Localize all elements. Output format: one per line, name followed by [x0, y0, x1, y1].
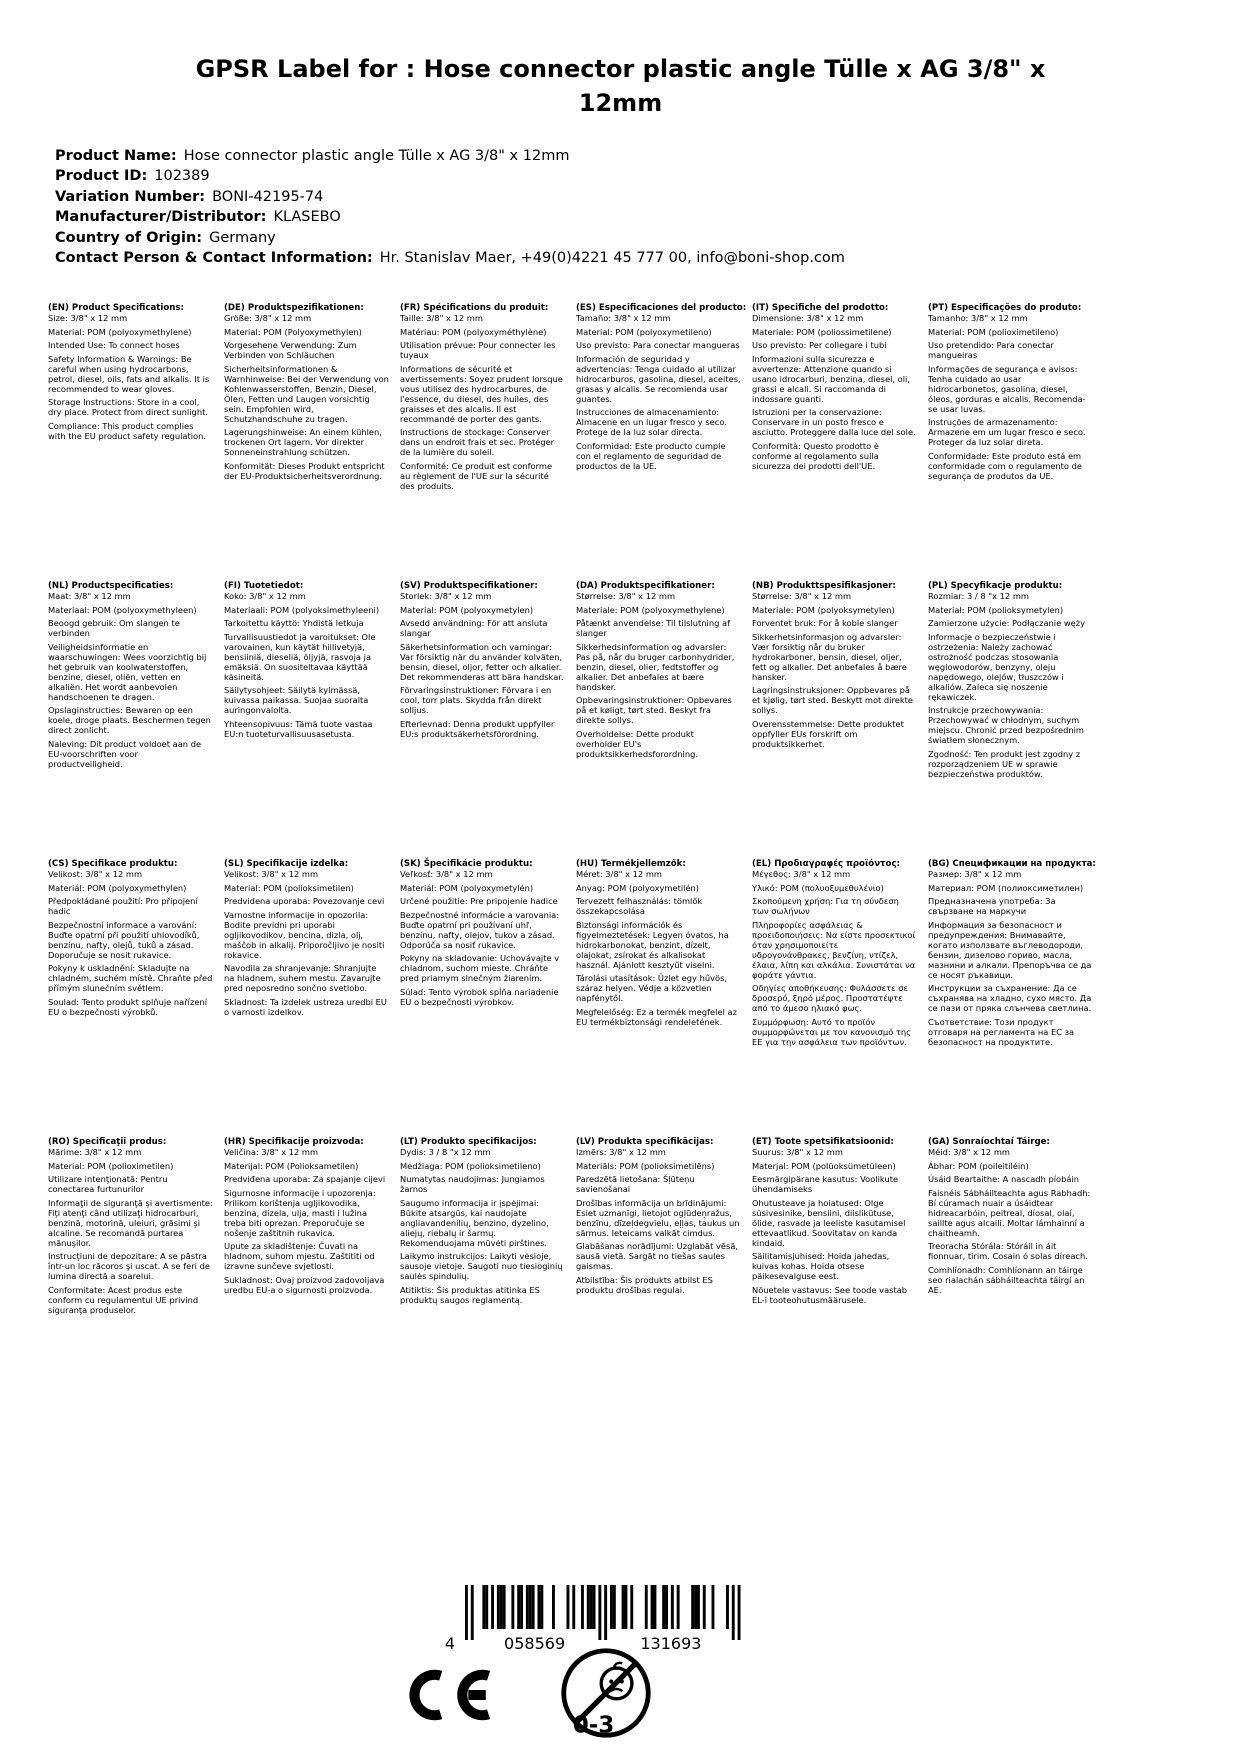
spec-paragraph: Tárolási utasítások: Üzlet egy hűvös, száraz helyen. Védje a közvetlen napfénytől. [576, 973, 728, 1003]
spec-block-body [752, 869, 917, 1047]
spec-block-pl [928, 581, 1093, 859]
spec-paragraph: Material: POM (polioximetilen) [48, 1160, 174, 1171]
spec-block-body [752, 1147, 917, 1305]
spec-paragraph: Instrucciones de almacenamiento: Almacene en un lugar fresco y seco. Protege de la luz solar directa. [576, 407, 727, 437]
spec-paragraph: Forventet bruk: For å koble slanger [752, 618, 898, 628]
barcode-digits: 131693 [640, 1634, 702, 1653]
spec-paragraph: Izmērs: 3/8" x 12 mm [576, 1147, 666, 1157]
spec-paragraph: Súlad: Tento výrobok spĺňa nariadenie EU o bezpečnosti výrobkov. [400, 986, 559, 1007]
spec-paragraph: Istruzioni per la conservazione: Conservare in un posto fresco e asciutto. Proteggere dalla luce del sole. [752, 407, 916, 437]
spec-paragraph: Material: POM (polioximetileno) [928, 326, 1059, 337]
spec-paragraph: Medžiaga: POM (polioksimetileno) [400, 1160, 541, 1171]
spec-paragraph: Инструкции за съхранение: Да се съхранява на хладно, сухо място. Да се пази от пряка слънчева светлина. [928, 983, 1092, 1013]
spec-block-heading: (PL) Specyfikacje produktu: [928, 581, 1063, 591]
spec-paragraph: Biztonsági információk és figyelmeztetések: Legyen óvatos, ha hidrokarbonokat, benzint, dízelt, olajokat, zsírokat és alkalisokat használ. Ajánlott kesztyűt viselni. [576, 919, 729, 970]
spec-block-body [576, 313, 741, 471]
product-field-value: 102389 [154, 168, 210, 185]
spec-paragraph: Storage Instructions: Store in a cool, dry place. Protect from direct sunlight. [48, 397, 208, 417]
spec-paragraph: Taille: 3/8" x 12 mm [400, 313, 483, 323]
spec-paragraph: Velikost: 3/8" x 12 mm [224, 869, 319, 879]
spec-paragraph: Suurus: 3/8" x 12 mm [752, 1147, 843, 1157]
spec-block-body [224, 869, 389, 1017]
product-field-row [55, 207, 845, 227]
spec-paragraph: Säkerhetsinformation och varningar: Var försiktig när du använder kolväten, bensin, diesel, oljor, fetter och alkalier. Det rekommenderas att bära handskar. [400, 641, 564, 682]
spec-grid [48, 303, 1096, 1318]
spec-paragraph: Veličina: 3/8" x 12 mm [224, 1147, 319, 1157]
spec-paragraph: Upute za skladištenje: Čuvati na hladnom, suhom mjestu. Zaštititi od izravne sunčeve svjetlosti. [224, 1241, 375, 1271]
spec-paragraph: Informations de sécurité et avertissements: Soyez prudent lorsque vous utilisez des hydrocarbures, de l'essence, du diesel, des huiles, des graisses et des alcalis. Il est recommandé de porter des gants. [400, 363, 563, 424]
spec-paragraph: Velikost: 3/8" x 12 mm [48, 869, 143, 879]
spec-block-heading: (LV) Produkta specifikācijas: [576, 1137, 714, 1147]
product-field-label: Country of Origin: [55, 229, 203, 246]
spec-paragraph: Conformité: Ce produit est conforme au règlement de l'UE sur la sécurité des produits. [400, 460, 553, 491]
spec-paragraph: Bezpečnostní informace a varování: Buďte opatrní při použití uhlovodíků, benzínu, nafty, olejů, tuků a zásad. Doporučuje se nosit rukavice. [48, 919, 200, 960]
spec-paragraph: Säilitamisjuhised: Hoida jahedas, kuivas kohas. Hoida otsese päikesevalguse eest. [752, 1251, 890, 1281]
spec-block-heading: (IT) Specifiche del prodotto: [752, 303, 889, 313]
spec-paragraph: Συμμόρφωση: Αυτό το προϊόν συμμορφώνεται με τον κανονισμό της ΕΕ για την ασφάλεια των προϊόντων. [752, 1016, 912, 1047]
spec-paragraph: Tarkoitettu käyttö: Yhdistä letkuja [224, 618, 364, 628]
spec-block-en [48, 303, 213, 581]
spec-block-body [400, 1147, 565, 1305]
spec-paragraph: Uso previsto: Per collegare i tubi [752, 340, 887, 350]
spec-paragraph: Μέγεθος: 3/8" x 12 mm [752, 869, 851, 879]
spec-paragraph: Maat: 3/8" x 12 mm [48, 591, 131, 601]
spec-paragraph: Sikkerhetsinformasjon og advarsler: Vær forsiktig når du bruker hydrokarboner, bensin, diesel, oljer, fett og alkalier. Det anbefales å bære hansker. [752, 631, 907, 682]
spec-paragraph: Sicherheitsinformationen & Warnhinweise: Bei der Verwendung von Kohlenwasserstoffen, Benzin, Diesel, Ölen, Fetten und Laugen vorsichtig sein. Empfohlen wird, Schutzhandschuhe zu tragen. [224, 363, 389, 424]
spec-paragraph: Faisnéis Sábháilteachta agus Rabhadh: Bí cúramach nuair a úsáidtear hidreacarbóin, peitreal, díosal, olaí, saillte agus alcaili. Moltar lámhainní a chaitheamh. [928, 1187, 1091, 1238]
spec-paragraph: Méret: 3/8" x 12 mm [576, 869, 662, 879]
spec-paragraph: Size: 3/8" x 12 mm [48, 313, 128, 323]
spec-paragraph: Påtænkt anvendelse: Til tilslutning af slanger [576, 618, 731, 638]
product-field-label: Product ID: [55, 168, 148, 185]
spec-paragraph: Uso pretendido: Para conectar mangueiras [928, 340, 1054, 360]
spec-block-body [576, 1147, 741, 1295]
spec-paragraph: Tervezett felhasználás: tömlők összekapcsolása [576, 896, 703, 916]
spec-paragraph: Lagringsinstruksjoner: Oppbevares på et kjølig, tørt sted. Beskytt mot direkte sollys. [752, 685, 913, 715]
spec-paragraph: Intended Use: To connect hoses [48, 340, 180, 350]
spec-paragraph: Οδηγίες αποθήκευσης: Φυλάσσετε σε δροσερό, ξηρό μέρος. Προστατέψτε από το άμεσο ηλιακό φως. [752, 983, 909, 1013]
spec-paragraph: Sukladnost: Ovaj proizvod zadovoljava uredbu EU-a o sigurnosti proizvoda. [224, 1274, 385, 1295]
page-title: GPSR Label for : Hose connector plastic angle Tülle x AG 3/8" x 12mm [195, 55, 1046, 118]
spec-paragraph: Konformität: Dieses Produkt entspricht der EU-Produktsicherheitsverordnung. [224, 460, 385, 481]
spec-block-heading: (FR) Spécifications du produit: [400, 303, 549, 313]
spec-block-lt [400, 1137, 565, 1318]
spec-paragraph: Avsedd användning: För att ansluta slangar [400, 618, 548, 638]
spec-block-heading: (FI) Tuotetiedot: [224, 581, 304, 591]
spec-paragraph: Instructions de stockage: Conserver dans un endroit frais et sec. Protéger de la lumière du soleil. [400, 427, 555, 457]
spec-paragraph: Nõuetele vastavus: See toode vastab EL-i tooteohutusmäärusele. [752, 1284, 908, 1305]
spec-block-heading: (HU) Termékjellemzők: [576, 859, 686, 869]
spec-paragraph: Eesmärgipärane kasutus: Voolikute ühendamiseks [752, 1174, 899, 1194]
spec-paragraph: Comhlíonadh: Comhlíonann an táirge seo rialachán sábháilteachta táirgí an AE. [928, 1264, 1085, 1295]
barcode-digits: 058569 [504, 1634, 566, 1653]
spec-paragraph: Materiale: POM (poliossimetilene) [752, 326, 892, 337]
spec-paragraph: Materjal: POM (polüoksümetüleen) [752, 1160, 896, 1171]
product-field-label: Manufacturer/Distributor: [55, 209, 267, 226]
spec-block-fr [400, 303, 565, 581]
spec-block-es [576, 303, 747, 581]
spec-paragraph: Glabāšanas norādījumi: Uzglabāt vēsā, sausā vietā. Sargāt no tiešas saules gaismas. [576, 1241, 739, 1271]
spec-paragraph: Conformitate: Acest produs este conform cu regulamentul UE privind siguranţa produselor. [48, 1284, 199, 1315]
spec-block-body [752, 591, 917, 749]
spec-block-heading: (RO) Specificaţii produs: [48, 1137, 167, 1147]
spec-paragraph: Conformidad: Este producto cumple con el reglamento de seguridad de productos de la UE. [576, 440, 726, 471]
spec-paragraph: Instrukcje przechowywania: Przechowywać w chłodnym, suchym miejscu. Chronić przed bezpośrednim światłem słonecznym. [928, 705, 1085, 745]
spec-block-heading: (CS) Specifikace produktu: [48, 859, 178, 869]
spec-block-heading: (SK) Špecifikácie produktu: [400, 859, 533, 869]
spec-paragraph: Materiał: POM (polioksymetylen) [928, 604, 1064, 615]
spec-paragraph: Predvidena uporaba: Povezovanje cevi [224, 896, 385, 906]
spec-block-body [928, 869, 1093, 1047]
spec-paragraph: Υλικό: POM (πολυοξυμεθυλένιο) [752, 882, 884, 893]
spec-paragraph: Materijal: POM (Polioksametilen) [224, 1160, 359, 1171]
product-field-row [55, 146, 845, 166]
svg-text:0-3: 0-3 [572, 1712, 615, 1739]
spec-paragraph: Πληροφορίες ασφάλειας & προειδοποιήσεις: Να είστε προσεκτικοί όταν χρησιμοποιείτε υδρογονάνθρακες, βενζίνη, ντίζελ, έλαια, λίπη και αλκάλια. Συνιστάται να φοράτε γάντια. [752, 919, 916, 980]
spec-block-sv [400, 581, 565, 859]
spec-block-body [400, 313, 565, 491]
ce-mark-icon [403, 1662, 495, 1732]
spec-paragraph: Conformidade: Este produto está em conformidade com o regulamento de segurança de produtos da UE. [928, 450, 1083, 481]
spec-paragraph: Zgodność: Ten produkt jest zgodny z rozporządzeniem UE w sprawie bezpieczeństwa produktów. [928, 748, 1081, 779]
spec-block-body [48, 869, 213, 1017]
spec-block-body [224, 1147, 389, 1295]
spec-paragraph: Informazioni sulla sicurezza e avvertenze: Attenzione quando si usano idrocarburi, benzina, diesel, oli, grassi e alcali. Si raccomanda di indossare guanti. [752, 353, 911, 404]
spec-paragraph: Lagerungshinweise: An einem kühlen, trockenen Ort lagern. Vor direkter Sonneneinstrahlung schützen. [224, 427, 382, 457]
product-field-value: Germany [209, 229, 276, 246]
spec-block-heading: (ES) Especificaciones del producto: [576, 303, 747, 313]
spec-paragraph: Materiāls: POM (polioksimetilēns) [576, 1160, 715, 1171]
product-info [55, 146, 845, 268]
spec-paragraph: Material: POM (polioksimetilen) [224, 882, 354, 893]
spec-paragraph: Dydis: 3 / 8 "x 12 mm [400, 1147, 491, 1157]
spec-paragraph: Naleving: Dit product voldoet aan de EU-voorschriften voor productveiligheid. [48, 738, 202, 769]
spec-paragraph: Material: POM (polyoxymetileno) [576, 326, 712, 337]
spec-paragraph: Matériau: POM (polyoxyméthylène) [400, 326, 547, 337]
spec-block-body [224, 591, 389, 739]
spec-paragraph: Materiál: POM (polyoxymethylen) [48, 882, 187, 893]
spec-paragraph: Drošības informācija un brīdinājumi: Esiet uzmanīgi, lietojot ogļūdeņražus, benzīnu, dīzeļdegvielu, eļļas, taukus un sārmus. Ieteicams valkāt cimdus. [576, 1197, 740, 1238]
product-field-value: KLASEBO [273, 209, 341, 226]
product-field-label: Contact Person & Contact Information: [55, 250, 373, 267]
spec-paragraph: Opslaginstructies: Bewaren op een koele, droge plaats. Beschermen tegen direct zonlicht. [48, 705, 211, 735]
spec-block-body [928, 591, 1093, 779]
product-field-value: Hr. Stanislav Maer, +49(0)4221 45 777 00, info@boni-shop.com [379, 250, 845, 267]
spec-paragraph: Turvallisuustiedot ja varoitukset: Ole varovainen, kun käytät hiilivetyjä, bensiiniä, dieseliä, öljyjä, rasvoja ja emäksiä. On suositeltavaa käyttää käsineitä. [224, 631, 376, 682]
spec-block-body [48, 1147, 213, 1315]
spec-block-body [576, 869, 741, 1027]
spec-paragraph: Navodila za shranjevanje: Shranjujte na hladnem, suhem mestu. Zavarujte pred neposredno sončno svetlobo. [224, 963, 381, 993]
spec-paragraph: Ohutusteave ja hoiatused: Olge süsivesinike, bensiini, diislikütuse, õlide, rasvade ja leeliste kasutamisel ettevaatlikud. Soovitatav on kanda kindaid. [752, 1197, 906, 1248]
spec-block-heading: (SL) Specifikacije izdelka: [224, 859, 349, 869]
spec-block-heading: (NL) Productspecificaties: [48, 581, 174, 591]
spec-block-ga [928, 1137, 1093, 1318]
spec-paragraph: Materiál: POM (polyoxymetylén) [400, 882, 534, 893]
spec-block-heading: (SV) Produktspecifikationer: [400, 581, 538, 591]
spec-paragraph: Safety Information & Warnings: Be careful when using hydrocarbons, petrol, diesel, oils, fats and alkalis. It is recommended to wear gloves. [48, 353, 210, 394]
spec-paragraph: Informacje o bezpieczeństwie i ostrzeżenia: Należy zachować ostrożność podczas stosowania węglowodorów, benzyny, oleju napędowego, olejów, tłuszczów i alkaliów. Zaleca się noszenie rękawiczek. [928, 631, 1064, 702]
spec-paragraph: Utilisation prévue: Pour connecter les tuyaux [400, 340, 556, 360]
spec-paragraph: Numatytas naudojimas: Jungiamos žarnos [400, 1174, 545, 1194]
barcode-digits: 4 [444, 1634, 455, 1653]
spec-block-pt [928, 303, 1093, 581]
spec-block-body [400, 591, 565, 739]
spec-paragraph: Instruções de armazenamento: Armazene em um lugar fresco e seco. Proteger da luz solar direta. [928, 417, 1086, 447]
spec-paragraph: Zamierzone użycie: Podłączanie węży [928, 618, 1085, 628]
spec-block-hu [576, 859, 741, 1137]
spec-paragraph: Predviđena uporaba: Za spajanje cijevi [224, 1174, 386, 1184]
spec-block-body [928, 313, 1093, 481]
product-field-value: BONI-42195-74 [212, 188, 324, 205]
spec-paragraph: Förvaringsinstruktioner: Förvara i en cool, torr plats. Skydda från direkt solljus. [400, 685, 552, 715]
spec-paragraph: Vorgesehene Verwendung: Zum Verbinden von Schläuchen [224, 340, 357, 360]
spec-paragraph: Pokyny k uskladnění: Skladujte na chladném, suchém místě. Chraňte před přímým slunečním světlem. [48, 963, 213, 993]
spec-paragraph: Předpokládané použití: Pro připojení hadic [48, 896, 198, 916]
spec-paragraph: Bezpečnostné informácie a varovania: Buďte opatrní pri používaní uhľ, benzínu, nafty, olejov, tukov a zásad. Odporúča sa nosiť rukavice. [400, 909, 560, 950]
product-field-row [55, 166, 845, 186]
spec-paragraph: Atitiktis: Šis produktas atitinka ES produktų saugos reglamentą. [400, 1284, 540, 1305]
spec-paragraph: Overholdelse: Dette produkt overholder EU's produktsikkerhedsforordning. [576, 728, 698, 759]
spec-paragraph: Materiale: POM (polyoksymetylen) [752, 604, 895, 615]
spec-paragraph: Varnostne informacije in opozorila: Bodite previdni pri uporabi ogljikovodikov, bencina, dizla, olj, maščob in alkalij. Priporočljivo je nositi rokavice. [224, 909, 385, 960]
spec-paragraph: Utilizare intenţionată: Pentru conectarea furtunurilor [48, 1174, 168, 1194]
spec-paragraph: Efterlevnad: Denna produkt uppfyller EU:s produktsäkerhetsförordning. [400, 718, 555, 739]
spec-paragraph: Σκοπούμενη χρήση: Για τη σύνδεση των σωλήνων [752, 896, 899, 916]
spec-paragraph: Anyag: POM (polyoxymetilén) [576, 882, 700, 893]
spec-paragraph: Treoracha Stórála: Stóráil in áit fionnuar, tirim. Cosain ó solas díreach. [928, 1241, 1088, 1261]
spec-block-nb [752, 581, 917, 859]
spec-paragraph: Materiaal: POM (polyoxymethyleen) [48, 604, 197, 615]
spec-paragraph: Размер: 3/8" x 12 mm [928, 869, 1022, 879]
spec-paragraph: Material: POM (Polyoxymethylen) [224, 326, 362, 337]
spec-block-sl [224, 859, 389, 1137]
spec-paragraph: Instrucţiuni de depozitare: A se păstra într-un loc răcoros şi uscat. A se feri de lumina directă a soarelui. [48, 1251, 210, 1281]
spec-block-body [928, 1147, 1093, 1295]
spec-paragraph: Atbilstība: Šis produkts atbilst ES produktu drošības regulai. [576, 1274, 713, 1295]
spec-block-body [752, 313, 917, 471]
spec-block-sk [400, 859, 565, 1137]
spec-paragraph: Ábhar: POM (poileitiléin) [928, 1160, 1029, 1171]
spec-paragraph: Størrelse: 3/8" x 12 mm [752, 591, 852, 601]
spec-paragraph: Mărime: 3/8" x 12 mm [48, 1147, 142, 1157]
spec-paragraph: Laikymo instrukcijos: Laikyti vėsioje, sausoje vietoje. Saugoti nuo tiesioginių saulės spindulių. [400, 1251, 563, 1281]
spec-paragraph: Størrelse: 3/8" x 12 mm [576, 591, 676, 601]
spec-paragraph: Informações de segurança e avisos: Tenha cuidado ao usar hidrocarbonetos, gasolina, diesel, óleos, gorduras e alcalis. Recomenda-se usar luvas. [928, 363, 1086, 414]
spec-paragraph: Informaţii de siguranţă şi avertismente: Fiţi atenţi când utilizaţi hidrocarburi, benzină, motorină, uleiuri, grăsimi şi alcaline. Se recomandă purtarea mănuşilor. [48, 1197, 213, 1248]
spec-paragraph: Soulad: Tento produkt splňuje nařízení EU o bezpečnosti výrobků. [48, 996, 208, 1017]
spec-paragraph: Dimensione: 3/8" x 12 mm [752, 313, 864, 323]
spec-block-heading: (DE) Produktspezifikationen: [224, 303, 364, 313]
spec-block-heading: (HR) Specifikacije proizvoda: [224, 1137, 364, 1147]
spec-paragraph: Информация за безопасност и предупреждения: Внимавайте, когато използвате въглеводороди, бензин, дизелово гориво, масла, мазнини и алкали. Препоръчва се да се носят ръкавици. [928, 919, 1092, 980]
spec-paragraph: Méid: 3/8" x 12 mm [928, 1147, 1010, 1157]
spec-block-heading: (ET) Toote spetsifikatsioonid: [752, 1137, 894, 1147]
spec-block-it [752, 303, 917, 581]
spec-paragraph: Materiaali: POM (polyoksimethyleeni) [224, 604, 380, 615]
spec-block-lv [576, 1137, 741, 1318]
spec-paragraph: Úsáid Beartaithe: A nascadh píobáin [928, 1174, 1080, 1184]
spec-paragraph: Säilytysohjeet: Säilytä kylmässä, kuivassa paikassa. Suojaa suoralta auringonvalolta. [224, 685, 369, 715]
spec-paragraph: Información de seguridad y advertencias: Tenga cuidado al utilizar hidrocarburos, gasolina, diesel, aceites, grasas y alcalis. Se recomienda usar guantes. [576, 353, 741, 404]
spec-paragraph: Съответствие: Този продукт отговаря на регламента на ЕС за безопасност на продуктите. [928, 1016, 1075, 1047]
spec-block-de [224, 303, 389, 581]
spec-block-el [752, 859, 917, 1137]
spec-paragraph: Skladnost: Ta izdelek ustreza uredbi EU o varnosti izdelkov. [224, 996, 387, 1017]
spec-block-da [576, 581, 741, 859]
spec-block-heading: (EL) Προδιαγραφές προϊόντος: [752, 859, 900, 869]
spec-block-ro [48, 1137, 213, 1318]
spec-block-et [752, 1137, 917, 1318]
spec-block-body [576, 591, 741, 759]
spec-block-heading: (LT) Produkto specifikacijos: [400, 1137, 537, 1147]
spec-paragraph: Koko: 3/8" x 12 mm [224, 591, 306, 601]
spec-paragraph: Материал: POM (полиоксиметилен) [928, 882, 1084, 893]
spec-block-bg [928, 859, 1096, 1137]
spec-block-body [48, 313, 213, 441]
spec-paragraph: Saugumo informacija ir įspėjimai: Būkite atsargūs, kai naudojate angliavandenilių, benzino, dyzelino, aliejų, riebalų ir šarmų. Rekomenduojama mūvėti pirštines. [400, 1197, 549, 1248]
spec-block-cs [48, 859, 213, 1137]
spec-paragraph: Größe: 3/8" x 12 mm [224, 313, 312, 323]
age-warning-0-3-icon [558, 1645, 654, 1745]
spec-block-heading: (BG) Спецификации на продукта: [928, 859, 1096, 869]
spec-paragraph: Overensstemmelse: Dette produktet oppfyller EUs forskrift om produktsikkerhet. [752, 718, 904, 749]
spec-paragraph: Conformità: Questo prodotto è conforme al regolamento sulla sicurezza dei prodotti dell'UE. [752, 440, 879, 471]
spec-paragraph: Sigurnosne informacije i upozorenja: Prilikom korištenja ugljikovodika, benzina, dizela, ulja, masti i lužina treba biti oprezan. Preporučuje se nošenje zaštitnih rukavica. [224, 1187, 376, 1238]
spec-block-heading: (NB) Produkttspesifikasjoner: [752, 581, 896, 591]
spec-block-hr [224, 1137, 389, 1318]
spec-paragraph: Compliance: This product complies with the EU product safety regulation. [48, 420, 207, 441]
spec-paragraph: Megfelelőség: Ez a termék megfelel az EU termékbiztonsági rendeletének. [576, 1006, 737, 1027]
spec-block-heading: (EN) Product Specifications: [48, 303, 184, 313]
spec-paragraph: Materiale: POM (polyoxymethylene) [576, 604, 725, 615]
spec-paragraph: Beoogd gebruik: Om slangen te verbinden [48, 618, 180, 638]
product-field-row [55, 187, 845, 207]
spec-paragraph: Tamaño: 3/8" x 12 mm [576, 313, 671, 323]
product-field-row [55, 228, 845, 248]
product-field-label: Product Name: [55, 148, 177, 164]
spec-block-body [400, 869, 565, 1007]
barcode-icon [425, 1585, 745, 1653]
spec-block-nl [48, 581, 213, 859]
product-field-label: Variation Number: [55, 188, 206, 205]
product-field-value: Hose connector plastic angle Tülle x AG 3/8" x 12mm [183, 148, 570, 164]
spec-paragraph: Určené použitie: Pre pripojenie hadice [400, 896, 558, 906]
spec-block-heading: (GA) Sonraíochtaí Táirge: [928, 1137, 1050, 1147]
spec-block-fi [224, 581, 389, 859]
spec-paragraph: Storlek: 3/8" x 12 mm [400, 591, 492, 601]
spec-paragraph: Opbevaringsinstruktioner: Opbevares på et køligt, tørt sted. Beskyt fra direkte sollys. [576, 695, 732, 725]
spec-paragraph: Tamanho: 3/8" x 12 mm [928, 313, 1028, 323]
spec-paragraph: Sikkerhedsinformation og advarsler: Pas på, når du bruger carbonhydrider, benzin, diesel, olier, fedtstoffer og alkalier. Det anbefales at bære handsker. [576, 641, 735, 692]
spec-paragraph: Yhteensopivuus: Tämä tuote vastaa EU:n tuoteturvallisuusasetusta. [224, 718, 373, 739]
spec-block-body [48, 591, 213, 769]
spec-paragraph: Предназначена употреба: За свързване на маркучи [928, 896, 1056, 916]
spec-paragraph: Paredzētā lietošana: Šļūteņu savienošanai [576, 1174, 695, 1194]
spec-paragraph: Uso previsto: Para conectar mangueras [576, 340, 740, 350]
product-field-row [55, 248, 845, 268]
spec-paragraph: Veiligheidsinformatie en waarschuwingen: Wees voorzichtig bij het gebruik van koolwaterstoffen, benzine, diesel, oliën, vetten en alkaliën. Het wordt aanbevolen handschoenen te dragen. [48, 641, 207, 702]
spec-block-heading: (DA) Produktspecifikationer: [576, 581, 715, 591]
spec-paragraph: Material: POM (polyoxymetylen) [400, 604, 534, 615]
spec-block-heading: (PT) Especificações do produto: [928, 303, 1082, 313]
spec-paragraph: Rozmiar: 3 / 8 "x 12 mm [928, 591, 1029, 601]
spec-paragraph: Veľkosť: 3/8" x 12 mm [400, 869, 493, 879]
spec-block-body [224, 313, 389, 481]
spec-paragraph: Pokyny na skladovanie: Uchovávajte v chladnom, suchom mieste. Chráňte pred priamym slnečným žiarením. [400, 953, 560, 983]
spec-paragraph: Material: POM (polyoxymethylene) [48, 326, 192, 337]
